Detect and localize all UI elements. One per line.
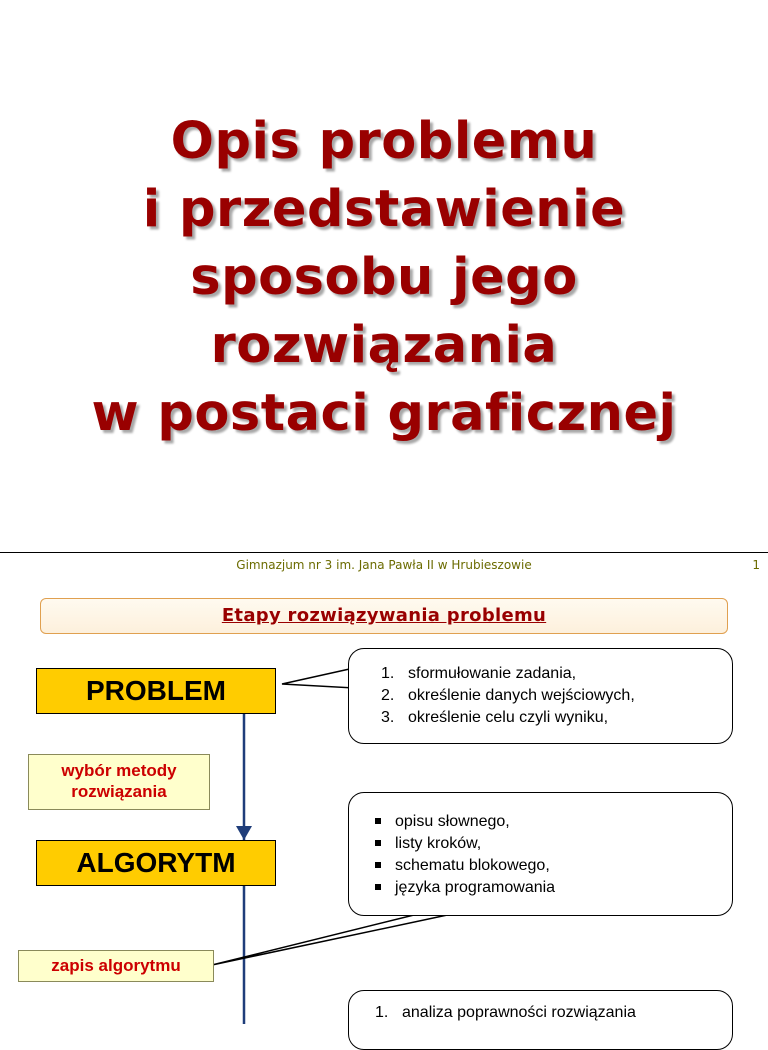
title-line-4: rozwiązania	[210, 316, 558, 375]
bullet-icon	[375, 818, 381, 824]
section-header-text: Etapy rozwiązywania problemu	[221, 605, 547, 626]
title-line-2: i przedstawienie	[142, 180, 626, 239]
list-item: 3. określenie celu czyli wyniku,	[381, 709, 609, 726]
list-item: 1. analiza poprawności rozwiązania	[375, 1004, 636, 1021]
list-item: schematu blokowego,	[375, 855, 732, 877]
stage-algorytm	[36, 840, 276, 886]
page-number: 1	[752, 558, 760, 572]
label-method	[28, 754, 210, 810]
list-item: 2. określenie danych wejściowych,	[381, 687, 635, 704]
list-item: listy kroków,	[375, 833, 732, 855]
bubble-tail-1	[282, 668, 354, 688]
label-method-line1: wybór metody	[61, 761, 177, 780]
title-line-3: sposobu jego	[190, 248, 578, 307]
bullet-icon	[375, 840, 381, 846]
stage-algorytm-label: ALGORYTM	[76, 847, 236, 878]
arrow-head-icon	[236, 826, 252, 840]
stage-problem-label: PROBLEM	[86, 675, 226, 706]
bullet-icon	[375, 884, 381, 890]
title-line-5: w postaci graficznej	[91, 384, 677, 443]
stage-problem	[36, 668, 276, 714]
list-item: opisu słownego,	[375, 811, 732, 833]
title-line-1: Opis problemu	[170, 112, 598, 171]
bullet-icon	[375, 862, 381, 868]
bubble-tail-2	[212, 914, 452, 965]
list-item: 1. sformułowanie zadania,	[381, 665, 577, 682]
label-method-line2: rozwiązania	[71, 782, 167, 801]
label-zapis	[18, 950, 214, 982]
school-name: Gimnazjum nr 3 im. Jana Pawła II w Hrubieszowie	[236, 558, 532, 572]
bubble-algorithm-forms	[348, 792, 733, 916]
label-zapis-text: zapis algorytmu	[51, 956, 181, 975]
bubble-problem-steps	[348, 648, 733, 744]
list-item: języka programowania	[375, 877, 732, 899]
bubble-analysis	[348, 990, 733, 1050]
